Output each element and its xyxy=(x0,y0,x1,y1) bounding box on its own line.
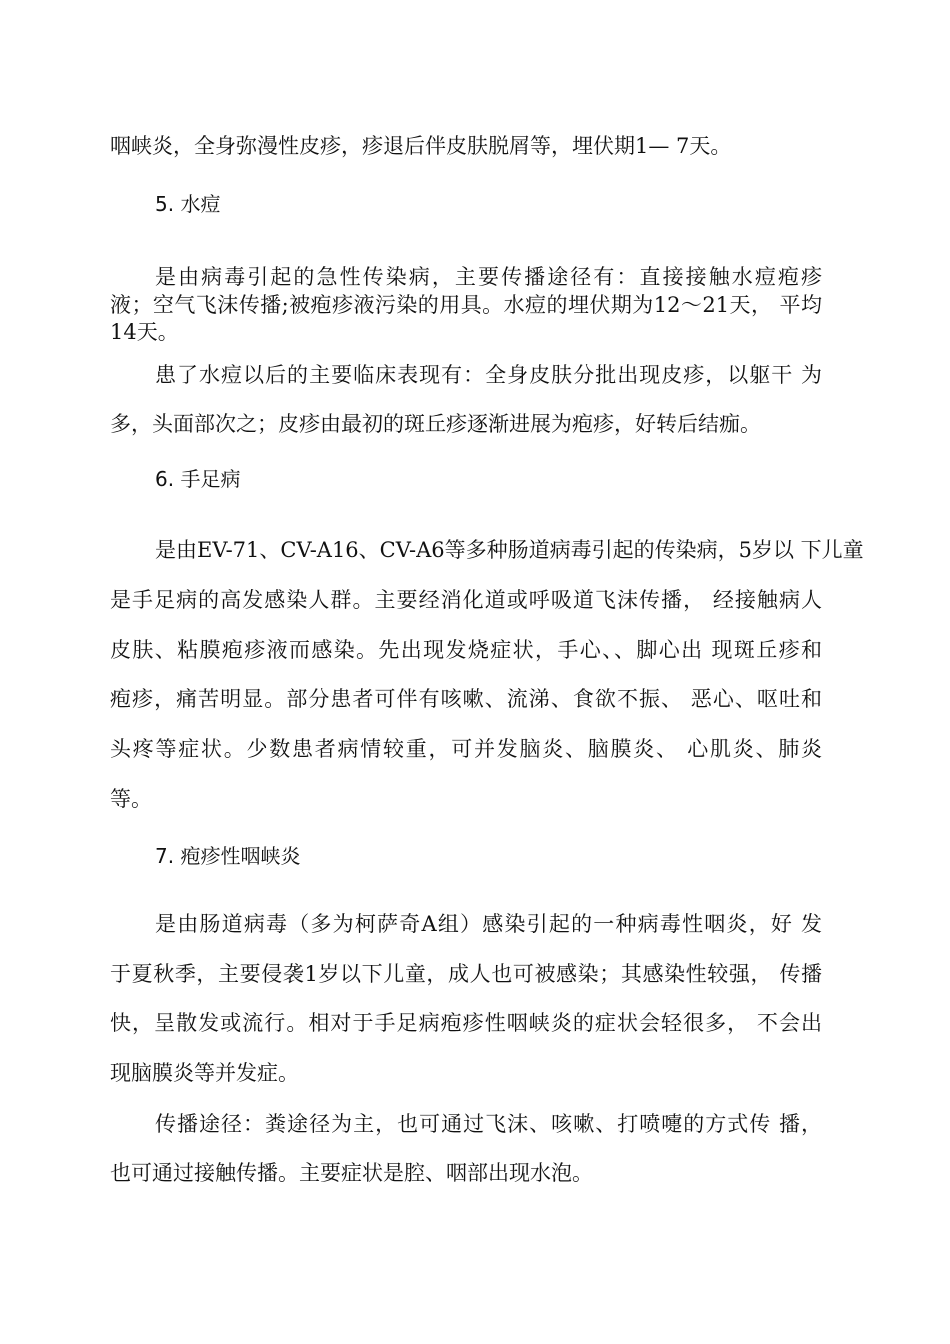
paragraph-line: 是由EV-71、CV-A16、CV-A6等多种肠道病毒引起的传染病，5岁以 下儿童 xyxy=(155,538,864,562)
paragraph-line: 头疼等症状。少数患者病情较重，可并发脑炎、脑膜炎、 心肌炎、肺炎 xyxy=(110,737,822,761)
paragraph-line: 快，呈散发或流行。相对于手足病疱疹性咽峡炎的症状会轻很多， 不会出 xyxy=(110,1011,822,1035)
paragraph-line: 现脑膜炎等并发症。 xyxy=(110,1061,299,1085)
paragraph-line: 于夏秋季，主要侵袭1岁以下儿童，成人也可被感染；其感染性较强， 传播 xyxy=(110,962,822,986)
paragraph-line: 皮肤、粘膜疱疹液而感染。先出现发烧症状，手心、、脚心出 现斑丘疹和 xyxy=(110,638,822,662)
paragraph-line: 是由肠道病毒（多为柯萨奇A组）感染引起的一种病毒性咽炎，好 发 xyxy=(155,912,822,936)
section-heading-hand-foot: 6. 手足病 xyxy=(155,467,241,491)
paragraph-line: 14天。 xyxy=(110,320,179,344)
section-heading-chickenpox: 5. 水痘 xyxy=(155,192,221,216)
paragraph-line: 是由病毒引起的急性传染病，主要传播途径有：直接接触水痘疱疹 xyxy=(155,265,822,289)
paragraph-line: 疱疹，痛苦明显。部分患者可伴有咳嗽、流涕、食欲不振、 恶心、呕吐和 xyxy=(110,687,822,711)
section-heading-herpangina: 7. 疱疹性咽峡炎 xyxy=(155,844,301,868)
paragraph-line: 患了水痘以后的主要临床表现有：全身皮肤分批出现皮疹，以躯干 为 xyxy=(155,363,822,387)
paragraph-line: 多，头面部次之；皮疹由最初的斑丘疹逐渐进展为疱疹，好转后结痂。 xyxy=(110,412,761,436)
paragraph-line: 也可通过接触传播。主要症状是腔、咽部出现水泡。 xyxy=(110,1161,593,1185)
paragraph-line: 是手足病的高发感染人群。主要经消化道或呼吸道飞沫传播， 经接触病人 xyxy=(110,588,822,612)
paragraph-line: 传播途径：粪途径为主，也可通过飞沫、咳嗽、打喷嚏的方式传 播， xyxy=(155,1112,822,1136)
paragraph-line: 等。 xyxy=(110,787,152,811)
paragraph-line: 液；空气飞沫传播;被疱疹液污染的用具。水痘的埋伏期为12〜21天， 平均 xyxy=(110,293,822,317)
paragraph-line: 咽峡炎，全身弥漫性皮疹，疹退后伴皮肤脱屑等，埋伏期1— 7天。 xyxy=(110,134,732,158)
